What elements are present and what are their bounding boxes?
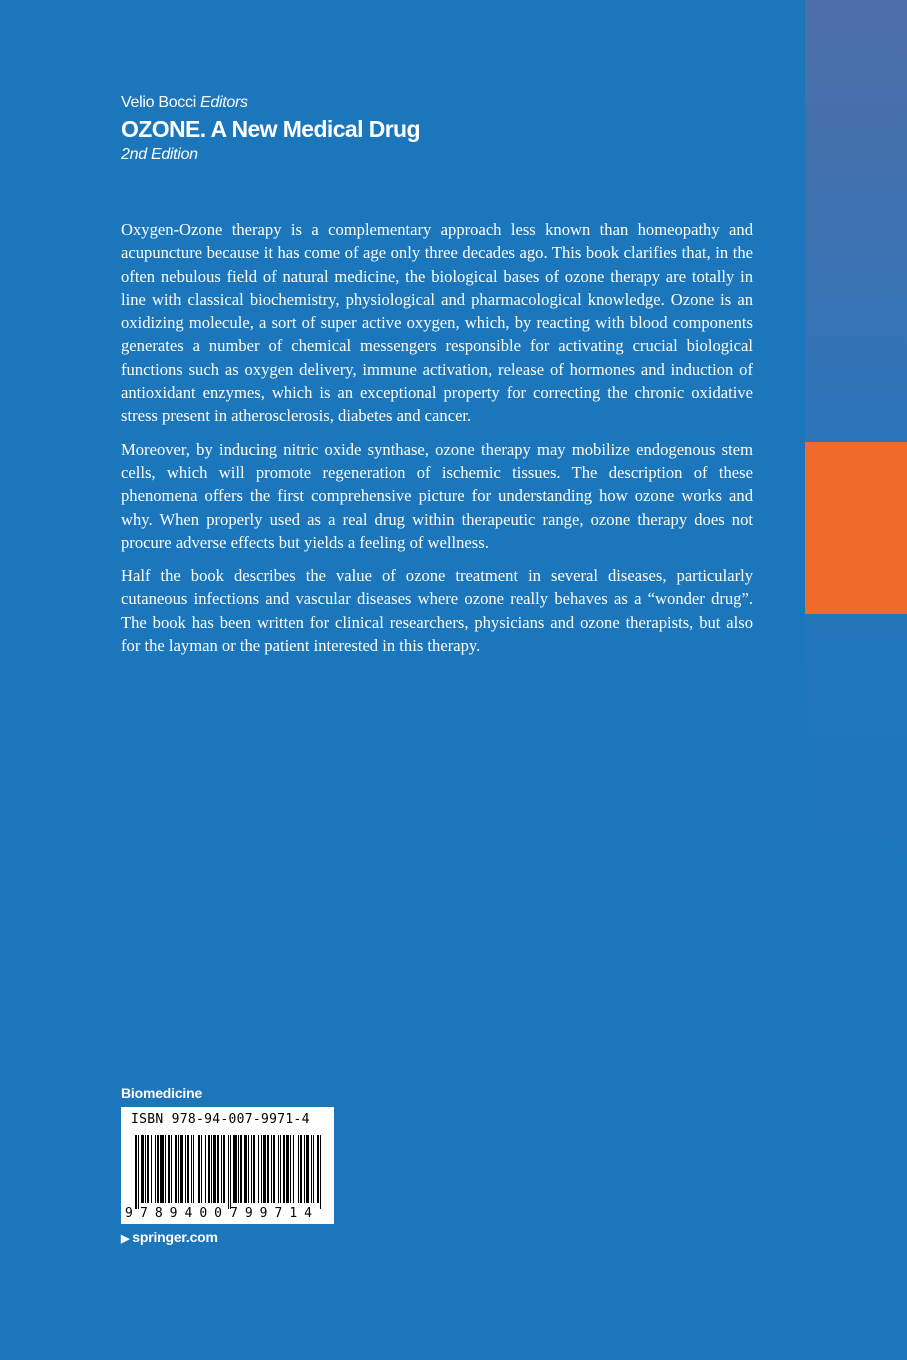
barcode-bar	[211, 1135, 212, 1203]
barcode-bar	[244, 1135, 247, 1203]
isbn-label: ISBN 978-94-007-9971-4	[131, 1112, 310, 1127]
barcode-bar	[298, 1135, 299, 1203]
blurb-paragraph-1: Oxygen-Ozone therapy is a complementary approach less known than homeopathy and acupuncture because it has come of age only three decades ago. This book clarifies that, in the often nebulous field of natural medicine, the biological bases of ozone therapy are totally in line with classical biochemistry, physiological and pharmacological knowledge. Ozone is an oxidizing molecule, a sort of super active oxygen, which, by reacting with blood components generates a number of chemical messengers responsible for activating crucial biological functions such as oxygen delivery, immune activation, release of hormones and induction of antioxidant enzymes, which is an exceptional property for correcting the chronic oxidative stress present in atherosclerosis, diabetes and cancer.	[121, 220, 753, 426]
barcode-bar	[263, 1135, 266, 1203]
blurb-paragraph-3: Half the book describes the value of ozone treatment in several diseases, particularly cutaneous infections and vascular diseases where ozone really behaves as a “wonder drug”. The book has been written for clinical researchers, physicians and ozone therapists, but also for the layman or the patient interested in this therapy.	[121, 566, 753, 656]
barcode-bar	[238, 1135, 239, 1203]
barcode-bar	[157, 1135, 159, 1203]
orange-accent-block	[805, 442, 907, 614]
triangle-right-icon: ▶	[121, 1233, 130, 1245]
barcode-bar	[280, 1135, 281, 1203]
barcode-bar	[286, 1135, 289, 1203]
barcode-bar	[283, 1135, 285, 1203]
barcode-bar	[205, 1135, 206, 1203]
publisher-website[interactable]	[121, 1227, 218, 1249]
editor-line	[121, 92, 420, 114]
barcode-bar	[155, 1135, 156, 1203]
barcode-bar	[165, 1135, 166, 1203]
barcode-bar	[317, 1135, 319, 1203]
book-header	[121, 92, 420, 166]
barcode-bar	[273, 1135, 275, 1203]
barcode-digit-first: 9	[125, 1206, 133, 1221]
editor-name: Velio Bocci	[121, 94, 196, 111]
barcode-bar	[168, 1135, 170, 1203]
barcode-bar	[180, 1135, 183, 1203]
spine-gradient-band	[805, 0, 907, 1360]
barcode-bar	[141, 1135, 144, 1203]
barcode-bar	[145, 1135, 146, 1203]
barcode-bar	[278, 1135, 279, 1203]
barcode-bars	[135, 1135, 321, 1209]
barcode-bar	[151, 1135, 152, 1203]
barcode-bar	[147, 1135, 149, 1203]
barcode-bar	[178, 1135, 179, 1203]
barcode-bar	[240, 1135, 242, 1203]
barcode-bar	[135, 1135, 137, 1209]
barcode-bar	[300, 1135, 302, 1203]
barcode-bar	[248, 1135, 249, 1203]
barcode-bar	[193, 1135, 194, 1203]
barcode-bar	[223, 1135, 225, 1203]
barcode-bar	[175, 1135, 177, 1203]
barcode-bar	[313, 1135, 314, 1203]
barcode-bar	[320, 1135, 321, 1209]
barcode-bar	[267, 1135, 269, 1203]
blurb-text	[121, 218, 753, 667]
barcode-bar	[171, 1135, 172, 1203]
barcode-bar	[258, 1135, 259, 1203]
barcode-bar	[221, 1135, 222, 1203]
barcode-bar	[198, 1135, 200, 1203]
barcode-bar	[293, 1135, 294, 1203]
barcode-bar	[230, 1135, 231, 1209]
barcode-bar	[311, 1135, 312, 1203]
barcode-bar	[187, 1135, 189, 1203]
barcode-bar	[201, 1135, 202, 1203]
barcode-bar	[160, 1135, 164, 1203]
book-title: OZONE. A New Medical Drug	[121, 116, 420, 142]
book-edition: 2nd Edition	[121, 146, 198, 163]
barcode-bar	[228, 1135, 229, 1209]
barcode-bar	[271, 1135, 272, 1203]
barcode-bar	[217, 1135, 219, 1203]
barcode-digits-left: 789400	[140, 1206, 222, 1221]
barcode-bar	[213, 1135, 216, 1203]
barcode-bar	[290, 1135, 291, 1203]
barcode-bar	[185, 1135, 186, 1203]
barcode-bar	[251, 1135, 252, 1203]
isbn-barcode	[121, 1107, 334, 1224]
barcode-bar	[306, 1135, 309, 1203]
barcode-bar	[261, 1135, 262, 1203]
blurb-paragraph-2: Moreover, by inducing nitric oxide synthase, ozone therapy may mobilize endogenous stem cells, which will promote regeneration of ischemic tissues. The description of these phenomena offers the first comprehensive picture for understanding how ozone works and why. When properly used as a real drug within therapeutic range, ozone therapy does not procure adverse effects but yields a feeling of wellness.	[121, 439, 753, 552]
barcode-bar	[304, 1135, 305, 1203]
barcode-bar	[138, 1135, 139, 1209]
barcode-bar	[253, 1135, 255, 1203]
editors-label: Editors	[199, 94, 248, 111]
series-name: Biomedicine	[121, 1085, 203, 1101]
website-label: springer.com	[132, 1229, 218, 1245]
barcode-bar	[191, 1135, 192, 1203]
barcode-bar	[233, 1135, 237, 1203]
barcode-digits-right: 799714	[230, 1206, 312, 1221]
barcode-bar	[208, 1135, 210, 1203]
